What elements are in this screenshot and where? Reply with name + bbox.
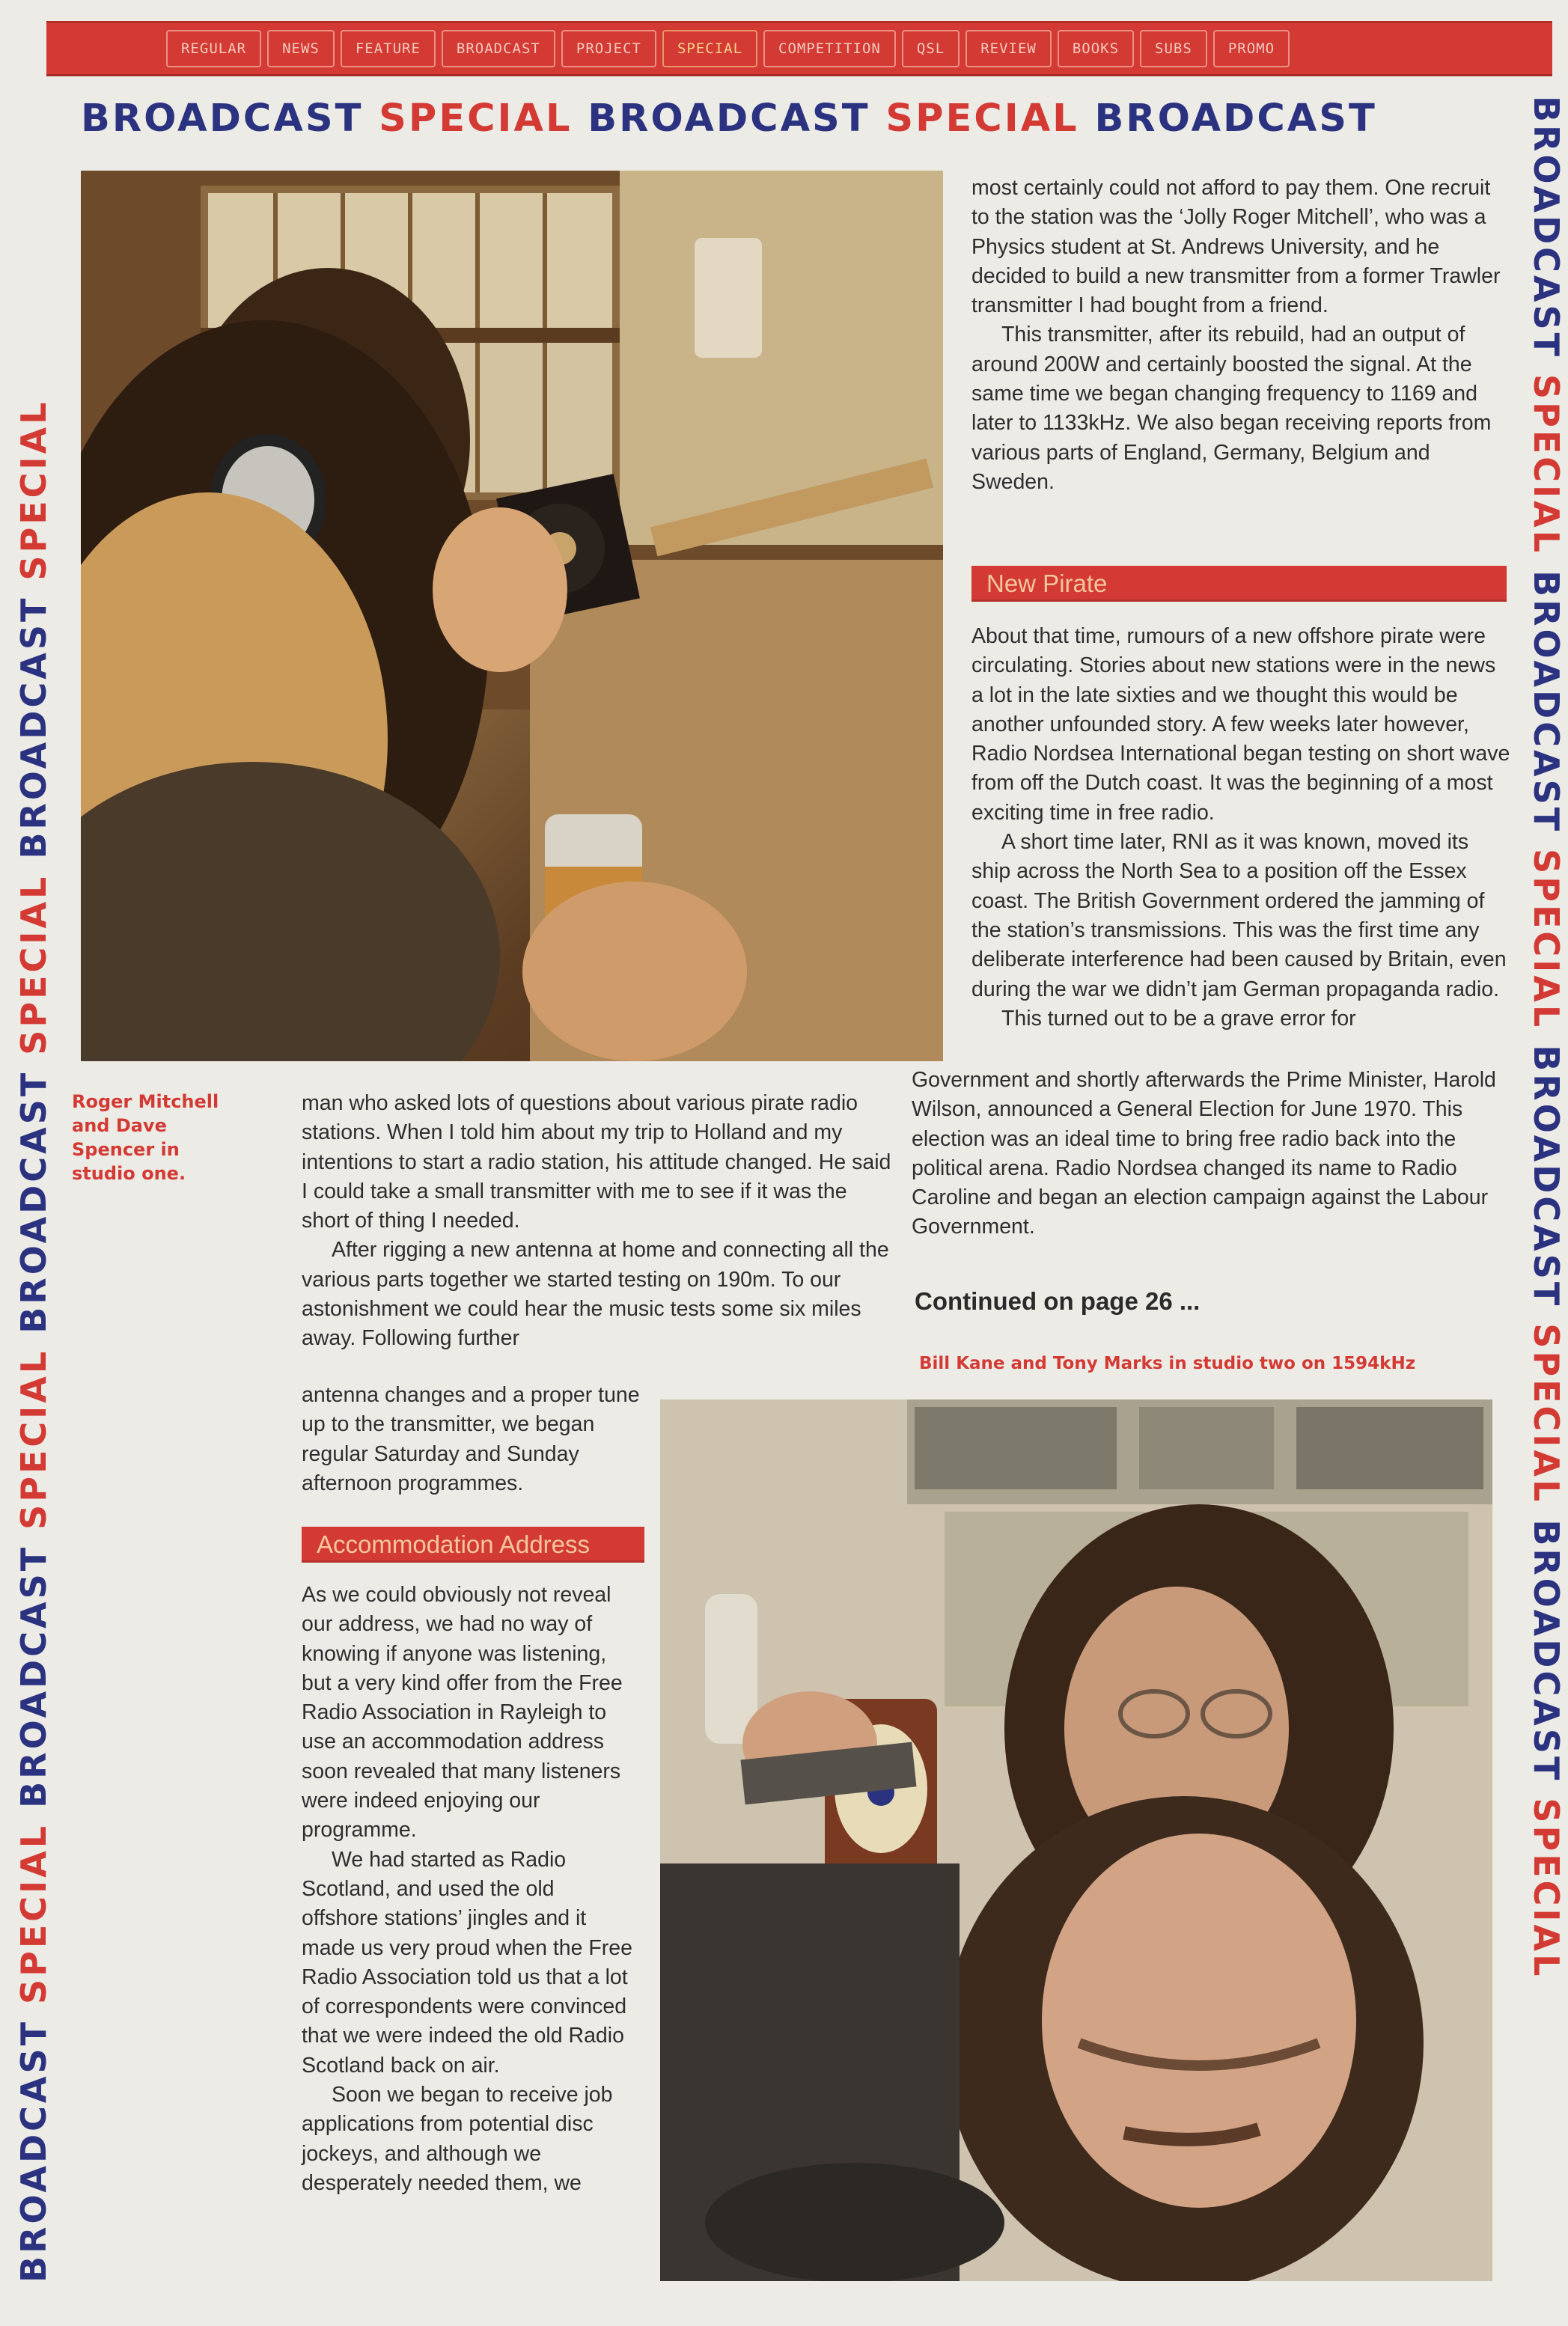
banner-word: SPECIAL [1526, 1323, 1567, 1505]
article-paragraph: man who asked lots of questions about various pirate radio stations. When I told him about my trip to Holland and my intentions to start a radio station, his attitude changed. He said I could take a small transmitter with me to see if it was the short of thing I needed. [302, 1091, 891, 1233]
article-paragraph: About that time, rumours of a new offshore pirate were circulating. Stories about new stations were in the news a lot in the late sixties and we thought this would be another unfounded story. A few weeks later however, Radio Nordsea International began testing on short wave from off the Dutch coast. It was the beginning of a most exciting time in free radio. [971, 624, 1510, 825]
banner-word: SPECIAL [13, 1348, 54, 1530]
nav-tab-regular[interactable]: REGULAR [166, 30, 261, 67]
banner-word: BROADCAST [1526, 570, 1567, 834]
article-paragraph: After rigging a new antenna at home and connecting all the various parts together we started testing on 190m. To our astonishment we could hear the music tests some six miles away. Following further [302, 1238, 889, 1351]
nav-tab-qsl[interactable]: QSL [902, 30, 960, 67]
article-paragraph: Soon we began to receive job applications from potential disc jockeys, and although we desperately needed them, we [302, 2083, 613, 2195]
nav-tab-broadcast[interactable]: BROADCAST [442, 30, 555, 67]
section-header-banner [81, 96, 1522, 142]
banner-word: BROADCAST [1526, 1045, 1567, 1309]
nav-tab-news[interactable]: NEWS [267, 30, 335, 67]
banner-word: BROADCAST [13, 1544, 54, 1808]
banner-word: SPECIAL [1526, 1798, 1567, 1979]
banner-word: SPECIAL [1526, 374, 1567, 556]
article-column-right-wide [912, 1066, 1510, 1242]
banner-word: SPECIAL [1526, 849, 1567, 1031]
banner-word: SPECIAL [13, 399, 54, 581]
left-side-banner [10, 97, 57, 2283]
right-side-banner [1523, 96, 1568, 2281]
continued-notice: Continued on page 26 ... [915, 1287, 1201, 1315]
nav-tab-subs[interactable]: SUBS [1140, 30, 1207, 67]
section-nav-bar [46, 21, 1552, 76]
article-paragraph: A short time later, RNI as it was known, moved its ship across the North Sea to a position off the Essex coast. The British Government ordered the jamming of the station’s transmissions. This was the first time any deliberate interference had been caused by Britain, even during the war we didn’t jam German propaganda radio. [971, 830, 1507, 1001]
studio-two-photo [660, 1399, 1492, 2281]
article-paragraph: most certainly could not afford to pay them. One recruit to the station was the ‘Jolly Roger Mitchell’, who was a Physics student at St. Andrews University, and he decided to build a new transmitter from a former Trawler transmitter I had bought from a friend. [971, 176, 1501, 318]
article-column-accommodation [302, 1581, 635, 2198]
banner-word: BROADCAST [13, 1069, 54, 1334]
article-column-right-top [971, 174, 1510, 497]
article-column-middle-narrow [302, 1381, 653, 1498]
photo-caption-studio-one: Roger Mitchell and Dave Spencer in studio one. [72, 1091, 219, 1184]
banner-word: SPECIAL [379, 97, 573, 141]
banner-word: BROADCAST [13, 2018, 54, 2283]
nav-tab-competition[interactable]: COMPETITION [763, 30, 896, 67]
banner-word: SPECIAL [885, 97, 1079, 141]
subheading-accommodation-address: Accommodation Address [302, 1527, 644, 1563]
nav-tab-special[interactable]: SPECIAL [662, 30, 757, 67]
article-paragraph: As we could obviously not reveal our address, we had no way of knowing if anyone was listening, but a very kind offer from the Free Radio Association in Rayleigh to use an accommodation address soon revealed that many listeners were indeed enjoying our programme. [302, 1583, 623, 1843]
nav-tab-project[interactable]: PROJECT [561, 30, 656, 67]
banner-word: BROADCAST [588, 97, 870, 141]
nav-tab-feature[interactable]: FEATURE [341, 30, 436, 67]
nav-tab-promo[interactable]: PROMO [1213, 30, 1290, 67]
banner-word: SPECIAL [13, 873, 54, 1055]
studio-one-photo [81, 171, 943, 1061]
nav-tab-books[interactable]: BOOKS [1058, 30, 1134, 67]
banner-word: SPECIAL [13, 1822, 54, 2004]
banner-word: BROADCAST [81, 97, 364, 141]
banner-word: BROADCAST [1526, 1519, 1567, 1783]
banner-word: BROADCAST [1526, 96, 1567, 360]
article-paragraph: This transmitter, after its rebuild, had an output of around 200W and certainly boosted the signal. At the same time we began changing frequency to 1169 and later to 1133kHz. We also began receiving reports from various parts of England, Germany, Belgium and Sweden. [971, 323, 1492, 494]
nav-tab-review[interactable]: REVIEW [965, 30, 1052, 67]
banner-word: BROADCAST [1094, 97, 1377, 141]
article-column-middle [302, 1089, 893, 1354]
article-paragraph: Government and shortly afterwards the Prime Minister, Harold Wilson, announced a General Election for June 1970. This election was an ideal time to bring free radio back into the political arena. Radio Nordsea changed its name to Radio Caroline and began an election campaign against the Labour Government. [912, 1068, 1496, 1239]
subheading-new-pirate: New Pirate [971, 566, 1507, 602]
photo-caption-studio-two: Bill Kane and Tony Marks in studio two on 1594kHz [919, 1354, 1416, 1373]
article-paragraph: This turned out to be a grave error for [1001, 1006, 1356, 1031]
banner-word: BROADCAST [13, 595, 54, 859]
article-paragraph: We had started as Radio Scotland, and used the old offshore stations’ jingles and it made us very proud when the Free Radio Association told us that a lot of correspondents were convinced that we were indeed the old Radio Scotland back on air. [302, 1847, 632, 2078]
article-paragraph: antenna changes and a proper tune up to the transmitter, we began regular Saturday and Sunday afternoon programmes. [302, 1383, 640, 1495]
article-column-right-middle [971, 622, 1510, 1034]
